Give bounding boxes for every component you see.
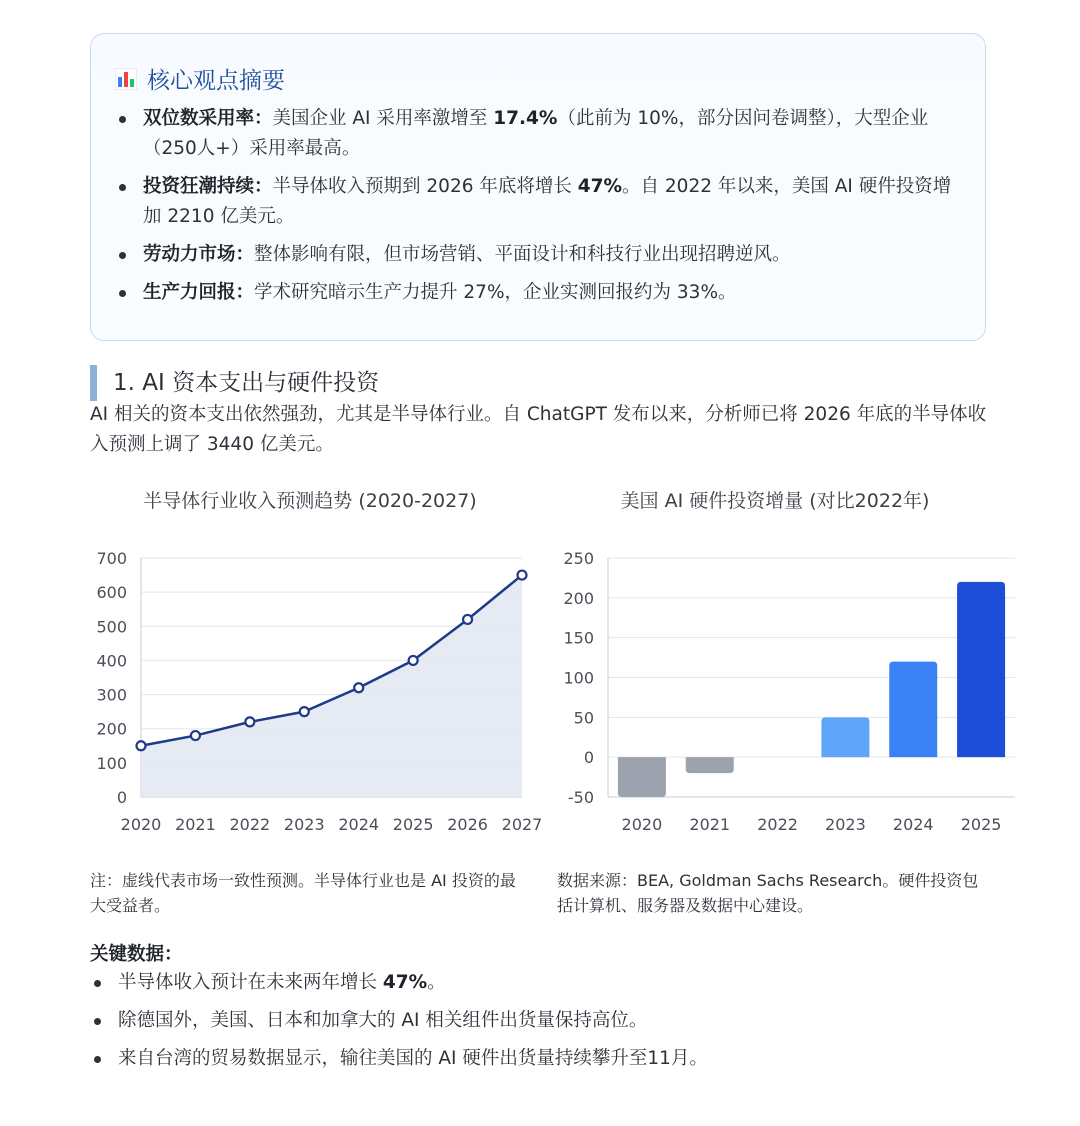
summary-item: 生产力回报：学术研究暗示生产力提升 27%，企业实测回报约为 33%。 [115, 278, 955, 308]
data-point [245, 717, 254, 726]
area-fill [141, 575, 522, 797]
bar [821, 717, 869, 757]
summary-item: 劳动力市场：整体影响有限，但市场营销、平面设计和科技行业出现招聘逆风。 [115, 240, 955, 270]
x-tick-label: 2020 [621, 815, 663, 834]
x-tick-label: 2022 [229, 815, 271, 834]
bar [889, 662, 937, 758]
data-point [354, 683, 363, 692]
y-tick-label: 100 [563, 668, 594, 688]
x-tick-label: 2021 [689, 815, 731, 834]
y-tick-label: 200 [563, 588, 594, 608]
x-tick-label: 2021 [175, 815, 216, 834]
data-point [191, 731, 200, 740]
key-data-item: 来自台湾的贸易数据显示，输往美国的 AI 硬件出货量持续攀升至11月。 [90, 1044, 990, 1074]
summary-title: 核心观点摘要 [147, 68, 285, 94]
key-data-title: 关键数据： [90, 944, 183, 965]
y-tick-label: 500 [96, 617, 127, 637]
x-tick-label: 2024 [892, 815, 934, 834]
data-point [300, 707, 309, 716]
y-tick-label: 250 [563, 549, 594, 568]
key-data-list [90, 968, 990, 1082]
x-tick-label: 2020 [120, 815, 162, 834]
x-tick-label: 2025 [960, 815, 1002, 834]
y-tick-label: 150 [563, 628, 594, 648]
line-chart-title: 半导体行业收入预测趋势 (2020-2027) [143, 490, 477, 512]
bar-chart-title: 美国 AI 硬件投资增量 (对比2022年) [620, 490, 930, 512]
section-heading: 1. AI 资本支出与硬件投资 [90, 365, 379, 401]
x-tick-label: 2026 [447, 815, 488, 834]
data-point [518, 571, 527, 580]
x-tick-label: 2023 [283, 815, 325, 834]
data-point [409, 656, 418, 665]
y-tick-label: 200 [96, 719, 127, 739]
x-tick-label: 2025 [392, 815, 434, 834]
bar-chart-note: 数据来源：BEA, Goldman Sachs Research。硬件投资包括计算机、服务器及数据中心建设。 [557, 871, 979, 915]
key-data-item: 半导体收入预计在未来两年增长 47%。 [90, 968, 990, 998]
x-tick-label: 2024 [338, 815, 380, 834]
y-tick-label: -50 [567, 788, 594, 807]
y-tick-label: 50 [573, 708, 594, 728]
summary-item: 双位数采用率：美国企业 AI 采用率激增至 17.4%（此前为 10%，部分因问卷调整），大型企业（250人+）采用率最高。 [115, 104, 955, 164]
x-tick-label: 2027 [501, 815, 543, 834]
key-data-item: 除德国外，美国、日本和加拿大的 AI 相关组件出货量保持高位。 [90, 1006, 990, 1036]
y-tick-label: 0 [583, 748, 594, 768]
y-tick-label: 600 [96, 583, 127, 603]
data-point [463, 615, 472, 624]
bar [957, 582, 1005, 757]
summary-item: 投资狂潮持续：半导体收入预期到 2026 年底将增长 47%。自 2022 年以来，美国 AI 硬件投资增加 2210 亿美元。 [115, 172, 955, 232]
x-tick-label: 2022 [757, 815, 798, 834]
x-tick-label: 2023 [825, 815, 866, 834]
y-tick-label: 100 [96, 753, 127, 773]
section-intro: AI 相关的资本支出依然强劲，尤其是半导体行业。自 ChatGPT 发布以来，分析师已将 2026 年底的半导体收入预测上调了 3440 亿美元。 [90, 404, 987, 455]
y-tick-label: 700 [96, 549, 127, 568]
y-tick-label: 400 [96, 651, 127, 671]
y-tick-label: 0 [116, 788, 127, 807]
data-point [137, 741, 146, 750]
bar [618, 757, 666, 797]
y-tick-label: 300 [96, 685, 127, 705]
line-chart-note: 注：虚线代表市场一致性预测。半导体行业也是 AI 投资的最大受益者。 [90, 871, 516, 915]
bar [686, 757, 734, 773]
